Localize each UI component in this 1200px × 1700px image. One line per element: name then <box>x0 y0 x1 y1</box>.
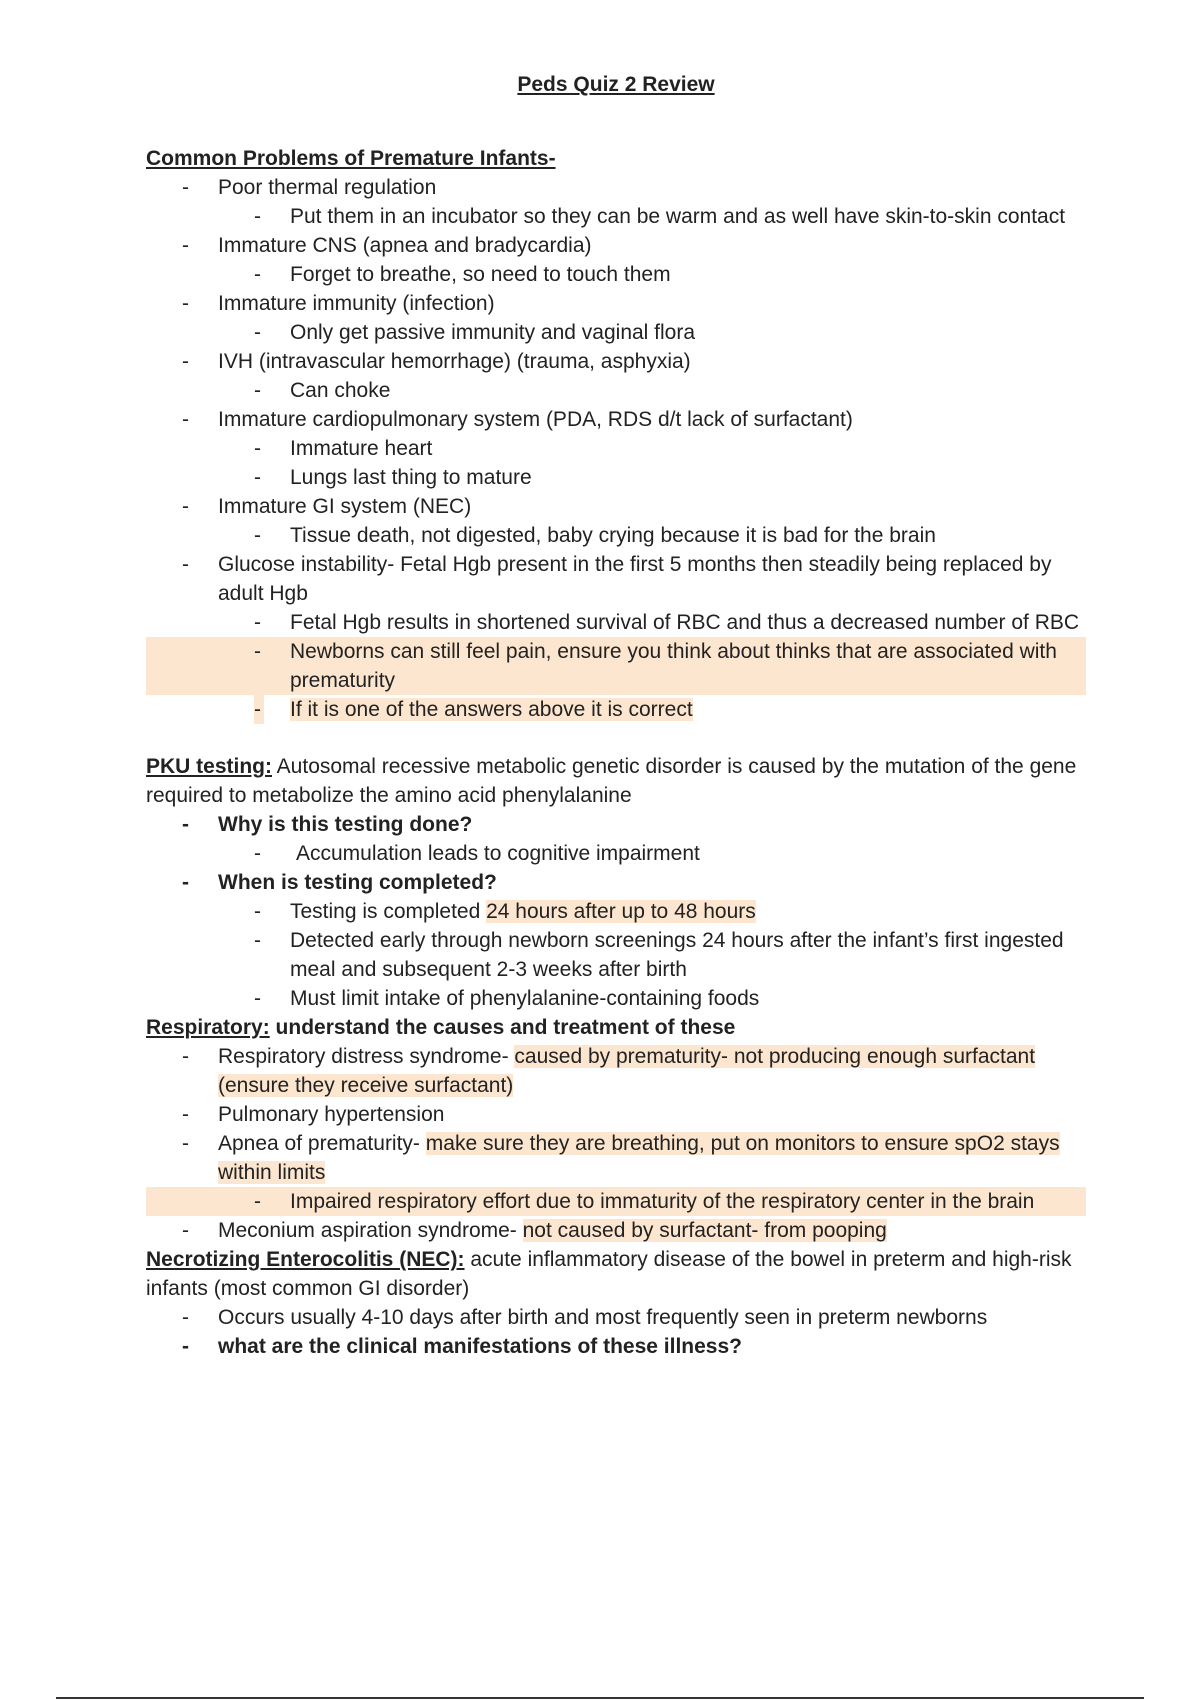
page-title: Peds Quiz 2 Review <box>517 73 715 96</box>
list-subitem: - Accumulation leads to cognitive impairment <box>254 842 700 865</box>
list-item: - IVH (intravascular hemorrhage) (trauma, asphyxia) <box>182 350 691 373</box>
list-subitem: - Put them in an incubator so they can be warm and as well have skin-to-skin contact <box>254 205 1066 228</box>
nec-paragraph: Necrotizing Enterocolitis (NEC): acute inflammatory disease of the bowel in preterm and high-risk infants (most common GI disorder) <box>146 1248 1072 1300</box>
pku-paragraph: PKU testing: Autosomal recessive metabolic genetic disorder is caused by the mutation of the gene required to metabolize the amino acid phenylalanine <box>146 755 1077 807</box>
nec-section <box>146 1245 1086 1361</box>
highlighted-subitem: - Newborns can still feel pain, ensure you think about thinks that are associated with prematurity <box>146 637 1086 695</box>
list-item: - Pulmonary hypertension <box>182 1103 445 1126</box>
list-subitem: - Must limit intake of phenylalanine-containing foods <box>254 987 760 1010</box>
list-item: - Occurs usually 4-10 days after birth and most frequently seen in preterm newborns <box>182 1306 988 1329</box>
list-subitem: - Fetal Hgb results in shortened survival of RBC and thus a decreased number of RBC <box>254 611 1080 634</box>
list-item: - Respiratory distress syndrome- caused by prematurity- not producing enough surfactant (ensure they receive surfactant) <box>182 1045 1036 1097</box>
list-item: - Meconium aspiration syndrome- not caused by surfactant- from pooping <box>182 1219 887 1242</box>
list-item: - what are the clinical manifestations of these illness? <box>182 1335 742 1358</box>
list-subitem: - Detected early through newborn screenings 24 hours after the infant’s first ingested meal and subsequent 2-3 weeks after birth <box>254 929 1064 981</box>
pku-section <box>146 752 1086 1013</box>
respiratory-heading: Respiratory: <box>146 1016 270 1039</box>
list-subitem: - Only get passive immunity and vaginal flora <box>254 321 696 344</box>
document-page <box>146 70 1086 1361</box>
list-subitem: - Tissue death, not digested, baby crying because it is bad for the brain <box>254 524 936 547</box>
highlighted-subitem: - If it is one of the answers above it is correct <box>146 695 1086 724</box>
list-subitem: - Forget to breathe, so need to touch them <box>254 263 671 286</box>
list-item: - Glucose instability- Fetal Hgb present in the first 5 months then steadily being replaced by adult Hgb <box>182 553 1052 605</box>
respiratory-section <box>146 1013 1086 1245</box>
page-bottom-rule <box>56 1697 1144 1699</box>
premature-heading: Common Problems of Premature Infants- <box>146 147 556 170</box>
list-item: - Why is this testing done? <box>182 813 473 836</box>
highlighted-subitem: - Impaired respiratory effort due to immaturity of the respiratory center in the brain <box>146 1187 1086 1216</box>
list-subitem: - Testing is completed 24 hours after up to 48 hours <box>254 900 756 923</box>
list-item: - Immature GI system (NEC) <box>182 495 472 518</box>
list-item: - Immature CNS (apnea and bradycardia) <box>182 234 592 257</box>
premature-section <box>146 144 1086 724</box>
list-subitem: - Immature heart <box>254 437 433 460</box>
list-subitem: - Can choke <box>254 379 391 402</box>
respiratory-paragraph: Respiratory: understand the causes and treatment of these <box>146 1016 736 1039</box>
pku-heading: PKU testing: <box>146 755 272 778</box>
list-item: - When is testing completed? <box>182 871 497 894</box>
list-item: - Apnea of prematurity- make sure they are breathing, put on monitors to ensure spO2 stays within limits <box>182 1132 1060 1184</box>
list-item: - Poor thermal regulation <box>182 176 437 199</box>
list-item: - Immature cardiopulmonary system (PDA, RDS d/t lack of surfactant) <box>182 408 853 431</box>
list-subitem: - Lungs last thing to mature <box>254 466 532 489</box>
nec-heading: Necrotizing Enterocolitis (NEC): <box>146 1248 465 1271</box>
list-item: - Immature immunity (infection) <box>182 292 495 315</box>
